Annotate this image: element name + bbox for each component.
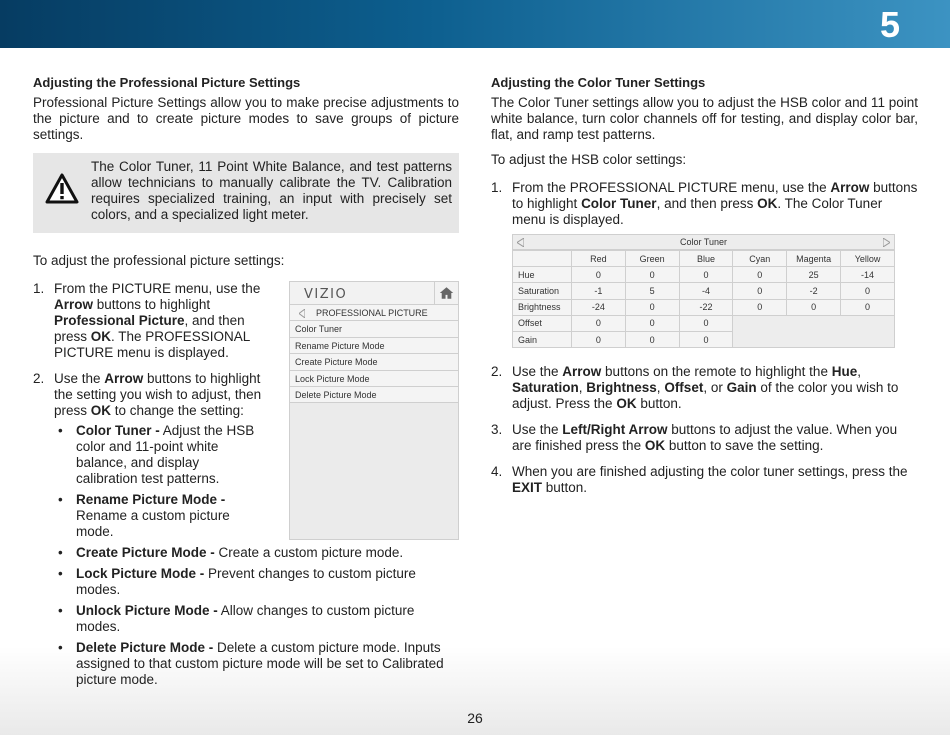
color-tuner-menu: [512, 234, 895, 348]
table-cell: -2: [787, 283, 841, 299]
menu-title: PROFESSIONAL PICTURE: [316, 308, 428, 318]
table-cell: 0: [679, 315, 733, 331]
table-cell: 0: [625, 267, 679, 283]
table-cell: 25: [787, 267, 841, 283]
menu-item-color-tuner: Color Tuner: [290, 321, 458, 337]
tuner-step-1: 1. From the PROFESSIONAL PICTURE menu, use the Arrow buttons to highlight Color Tuner, and then press OK. The Color Tuner menu is displayed.: [491, 180, 918, 227]
table-cell: 0: [787, 299, 841, 315]
table-cell: 5: [625, 283, 679, 299]
chapter-header: [0, 0, 950, 48]
table-cell: 0: [679, 331, 733, 347]
row-label: Offset: [513, 315, 572, 331]
menu-item-rename-picture-mode: Rename Picture Mode: [290, 338, 458, 354]
back-arrow-icon: [299, 309, 305, 318]
step-2: 2. Use the Arrow buttons to highlight the setting you wish to adjust, then press OK to change the setting:: [33, 371, 262, 418]
tuner-step-2: 2. Use the Arrow buttons on the remote to highlight the Hue, Saturation, Brightness, Offset, or Gain of the color you wish to adjust. Press the OK button.: [491, 364, 899, 411]
tuner-step-3: 3. Use the Left/Right Arrow buttons to adjust the value. When you are finished press the OK button to save the setting.: [491, 422, 898, 453]
menu-item-create-picture-mode: Create Picture Mode: [290, 354, 458, 370]
color-tuner-title-bar: [512, 234, 895, 250]
table-row: [513, 299, 895, 315]
list-item: • Lock Picture Mode - Prevent changes to custom picture modes.: [54, 566, 459, 598]
professional-picture-menu: [289, 281, 459, 540]
column-header: Magenta: [787, 251, 841, 267]
steps-intro: To adjust the professional picture settings:: [33, 253, 285, 268]
table-header-row: [513, 251, 895, 267]
table-cell: 0: [841, 299, 895, 315]
list-item: • Create Picture Mode - Create a custom picture mode.: [54, 545, 459, 561]
vizio-logo: VIZIO: [304, 287, 348, 302]
right-arrow-icon: [883, 238, 890, 247]
table-row: [513, 267, 895, 283]
warning-icon: [45, 173, 79, 205]
warning-notice: [33, 153, 459, 233]
home-icon: [434, 282, 458, 304]
warning-text: The Color Tuner, 11 Point White Balance, and test patterns allow technicians to manually calibrate the TV. Calibration requires specialized training, an input with precisely set colors, and a specialized light meter.: [91, 159, 452, 222]
list-item: • Color Tuner - Adjust the HSB color and 11-point white balance, and display calibration test patterns.: [54, 423, 261, 487]
column-header: Green: [625, 251, 679, 267]
list-item: • Unlock Picture Mode - Allow changes to custom picture modes.: [54, 603, 459, 635]
row-label: Hue: [513, 267, 572, 283]
page-number: 26: [467, 710, 483, 726]
table-cell: -1: [571, 283, 625, 299]
table-cell: 0: [733, 299, 787, 315]
table-cell: 0: [841, 283, 895, 299]
row-label: Saturation: [513, 283, 572, 299]
table-cell: -22: [679, 299, 733, 315]
menu-item-lock-picture-mode: Lock Picture Mode: [290, 371, 458, 387]
table-row: [513, 315, 895, 331]
table-cell: -14: [841, 267, 895, 283]
hsb-steps-intro: To adjust the HSB color settings:: [491, 152, 687, 167]
section-heading-professional: Adjusting the Professional Picture Settings: [33, 75, 301, 90]
table-cell: 0: [625, 331, 679, 347]
row-label: Gain: [513, 331, 572, 347]
table-row: [513, 283, 895, 299]
section-heading-color-tuner: Adjusting the Color Tuner Settings: [491, 75, 706, 90]
row-label: Brightness: [513, 299, 572, 315]
tuner-step-4: 4. When you are finished adjusting the color tuner settings, press the EXIT button.: [491, 464, 908, 495]
table-cell: 0: [625, 299, 679, 315]
table-cell: 0: [733, 267, 787, 283]
menu-top-bar: [290, 282, 458, 305]
left-arrow-icon: [517, 238, 524, 247]
table-cell: 0: [625, 315, 679, 331]
intro-paragraph: Professional Picture Settings allow you to make precise adjustments to the picture and to create picture modes to save groups of picture settings.: [33, 95, 459, 142]
table-cell: 0: [679, 267, 733, 283]
table-cell: 0: [733, 283, 787, 299]
table-cell: 0: [571, 267, 625, 283]
table-cell: 0: [571, 331, 625, 347]
list-item: • Delete Picture Mode - Delete a custom picture mode. Inputs assigned to that custom picture mode will be set to Calibrated picture mode.: [54, 640, 459, 688]
menu-item-delete-picture-mode: Delete Picture Mode: [290, 387, 458, 403]
column-header: Red: [571, 251, 625, 267]
table-cell: 0: [571, 315, 625, 331]
color-tuner-intro: The Color Tuner settings allow you to adjust the HSB color and 11 point white balance, turn color channels off for testing, and display color bar, flat, and ramp test patterns.: [491, 95, 918, 142]
step-1: 1. From the PICTURE menu, use the Arrow buttons to highlight Professional Picture, and then press OK. The PROFESSIONAL PICTURE menu is displayed.: [33, 281, 261, 360]
column-header: Yellow: [841, 251, 895, 267]
table-cell: -4: [679, 283, 733, 299]
list-item: • Rename Picture Mode - Rename a custom picture mode.: [54, 492, 261, 540]
color-tuner-title: Color Tuner: [679, 237, 728, 247]
color-tuner-table: [512, 250, 895, 348]
column-header: Cyan: [733, 251, 787, 267]
table-cell: -24: [571, 299, 625, 315]
menu-title-row: [290, 305, 458, 321]
chapter-number: 5: [879, 4, 900, 45]
column-header: Blue: [679, 251, 733, 267]
